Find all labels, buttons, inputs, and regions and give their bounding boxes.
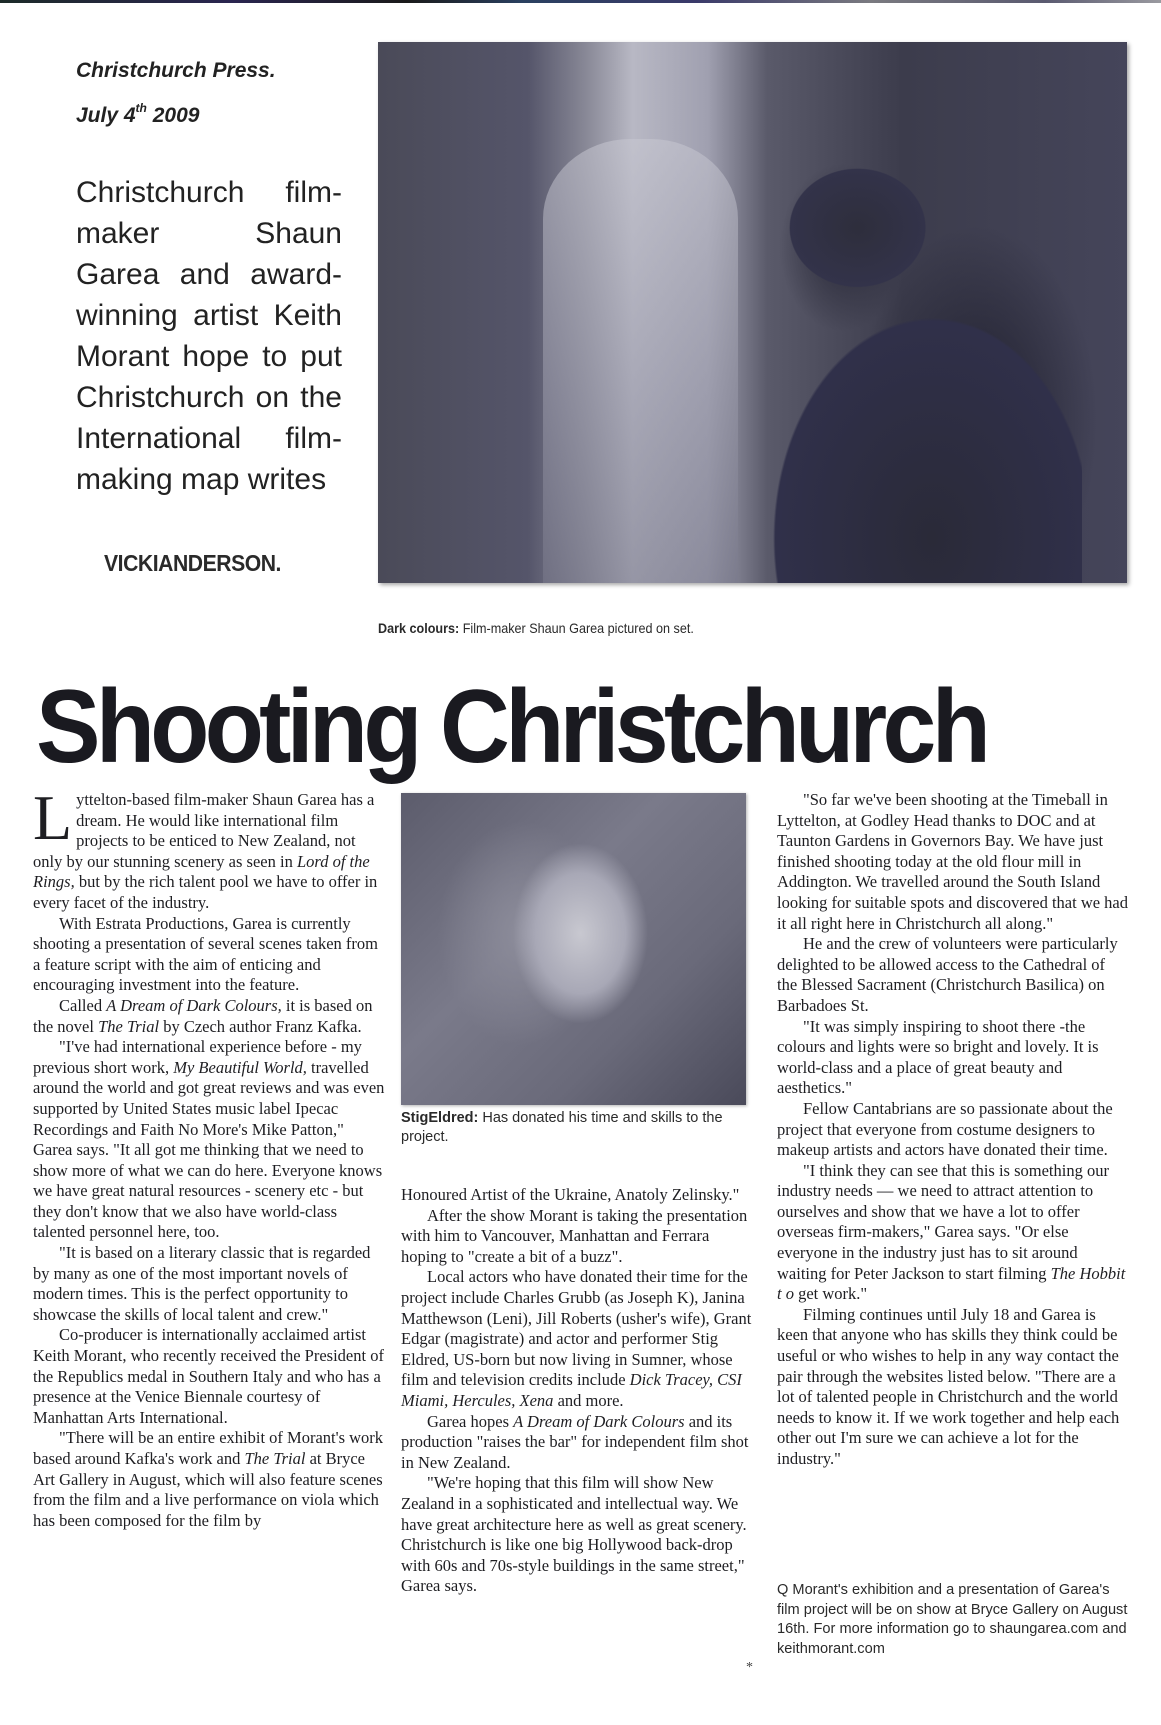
text: Local actors who have donated their time for the project include Charles Grubb (as Joseph K), Janina Matthewson (Leni), Jill Roberts (usher's wife), Grant Edgar (magistrate) and actor and performer Stig Eldred, US-born but now living in Sumner, whose film and television credits include — [401, 1267, 752, 1390]
photo-figure — [708, 139, 1083, 583]
text: Garea hopes — [427, 1411, 514, 1431]
main-photo — [378, 42, 1127, 583]
byline: VICKIANDERSON. — [104, 550, 281, 576]
drop-cap: L — [33, 782, 73, 853]
paragraph: With Estrata Productions, Garea is currently shooting a presentation of several scenes taken from a feature script with the aim of enticing and encouraging investment into the feature. — [33, 913, 379, 995]
intro-standfirst: Christchurch film-maker Shaun Garea and award-winning artist Keith Morant hope to put Christchurch on the International film-making map writes — [76, 176, 342, 496]
exhibition-info-note: Q Morant's exhibition and a presentation of Garea's film project will be on show at Bryce Gallery on August 16th. For more information go to shaungarea.com and keithmorant.com — [777, 1582, 1128, 1657]
text: "I've had international experience before - my previous short work, — [33, 1037, 362, 1077]
credits-titles: Dick Tracey, CSI Miami, Hercules, Xena — [401, 1370, 742, 1410]
article-column-left — [33, 782, 385, 1531]
book-title: The Trial — [244, 1449, 306, 1468]
text: yttelton-based film-maker Shaun Garea has a dream. He would like international film projects to be enticed to New Zealand, not only by our stunning scenery as seen in — [33, 790, 375, 871]
film-title: The Hobbit t o — [777, 1263, 1126, 1304]
article-column-right — [777, 790, 1129, 1470]
film-title: My Beautiful World, — [173, 1057, 307, 1077]
paragraph: "We're hoping that this film will show New Zealand in a sophisticated and intellectual way. We have great architecture here as well as great scenery. Christchurch is like one big Hollywood back-drop with 60s and 70s-style buildings in the same street," Garea says. — [401, 1473, 747, 1596]
paragraph: After the show Morant is taking the presentation with him to Vancouver, Manhattan and Ferrara hoping to "create a bit of a buzz". — [401, 1205, 748, 1266]
article-column-middle — [401, 1185, 756, 1597]
paragraph: Fellow Cantabrians are so passionate about the project that everyone from costume designers to makeup artists and actors have donated their time. — [777, 1098, 1113, 1160]
text: travelled around the world and got great reviews and was even supported by United States music label Ipecac Recordings and Faith No More's Mike Patton," Garea says. "It all got me thinking that we need to show more of what we can do here. Everyone knows we have great natural resources - scenery etc - but they don't know that we also have world-class talented personnel here, too. — [33, 1057, 385, 1242]
text: "There will be an entire exhibit of Morant's work based around Kafka's work and — [33, 1428, 384, 1468]
text: it is based on the novel — [33, 995, 373, 1036]
film-title: A Dream of Dark Colours — [513, 1411, 685, 1431]
date-ordinal: th — [135, 101, 147, 115]
paragraph: Filming continues until July 18 and Garea is keen that anyone who has skills they think could be useful or who wishes to help in any way contact the pair through the websites listed below. "There are a lot of talented people in Christchurch and the world needs to know it. If we work together and help each other out I'm sure we can achieve a lot for the industry." — [777, 1304, 1120, 1468]
headline: Shooting Christchurch — [36, 669, 987, 785]
scan-top-edge — [0, 0, 1161, 3]
paragraph: "It is based on a literary classic that is regarded by many as one of the most important novels of modern times. This is the perfect opportunity to showcase the skills of local talent and crew." — [33, 1243, 371, 1324]
text: get work." — [793, 1284, 868, 1304]
text: but by the rich talent pool we have to offer in every facet of the industry. — [33, 872, 378, 912]
paragraph: Honoured Artist of the Ukraine, Anatoly Zelinsky." — [401, 1185, 740, 1204]
main-photo-caption — [378, 620, 694, 636]
text: Called — [59, 995, 107, 1015]
caption-label: StigEldred: — [401, 1110, 479, 1126]
text: at Bryce Art Gallery in August, which will also feature scenes from the film and a live performance on viola which has been composed for the film by — [33, 1449, 383, 1530]
book-title: The Trial — [98, 1016, 160, 1036]
paragraph: "It was simply inspiring to shoot there -the colours and lights were so bright and lovely. It is world-class and a place of great beauty and aesthetics." — [777, 1016, 1099, 1098]
caption-text: Film-maker Shaun Garea pictured on set. — [459, 620, 694, 636]
end-mark: * — [746, 1660, 753, 1675]
stig-photo-caption — [401, 1109, 746, 1147]
paragraph: "So far we've been shooting at the Timeball in Lyttelton, at Godley Head thanks to DOC and at Taunton Gardens in Governors Bay. We have just finished shooting today at the old flour mill in Addington. We travelled around the South Island looking for suitable spots and discovered that we had it all right here in Christchurch all along." — [777, 790, 1129, 933]
paragraph — [777, 1161, 1129, 1305]
film-title: A Dream of Dark Colours, — [106, 995, 282, 1015]
paragraph: He and the crew of volunteers were particularly delighted to be allowed access to the Cathedral of the Blessed Sacrament (Christchurch Basilica) on Barbadoes St. — [777, 934, 1118, 1015]
caption-text: Has donated his time and skills to the project. — [401, 1110, 723, 1145]
paragraph — [33, 1037, 385, 1243]
text: "I think they can see that this is something our industry needs — we need to attract attention to ourselves and show that we have a lot to offer overseas firm-makers," Garea says. "Or else everyone in the industry just has to sit around waiting for Peter Jackson to start filming — [777, 1160, 1109, 1283]
paragraph — [33, 996, 385, 1037]
date-prefix: July 4 — [76, 104, 136, 127]
text: and more. — [553, 1390, 624, 1410]
stig-eldred-photo — [401, 793, 746, 1105]
film-title: Lord of the Rings, — [33, 851, 370, 892]
caption-label: Dark colours: — [378, 620, 460, 636]
paragraph — [401, 1412, 756, 1474]
publication-source: Christchurch Press. — [76, 59, 276, 82]
text: by Czech author Franz Kafka. — [159, 1016, 362, 1036]
paragraph — [33, 1428, 385, 1531]
paragraph — [401, 1267, 756, 1411]
paragraph: Co-producer is internationally acclaimed artist Keith Morant, who recently received the President of the Republics medal in Southern Italy and who has a presence at the Venice Biennale courtesy of Manhattan Arts International. — [33, 1325, 384, 1427]
date-year: 2009 — [146, 104, 200, 127]
paragraph — [33, 782, 385, 914]
publication-date — [76, 97, 199, 129]
text: and its production "raises the bar" for independent film shot in New Zealand. — [401, 1411, 749, 1472]
